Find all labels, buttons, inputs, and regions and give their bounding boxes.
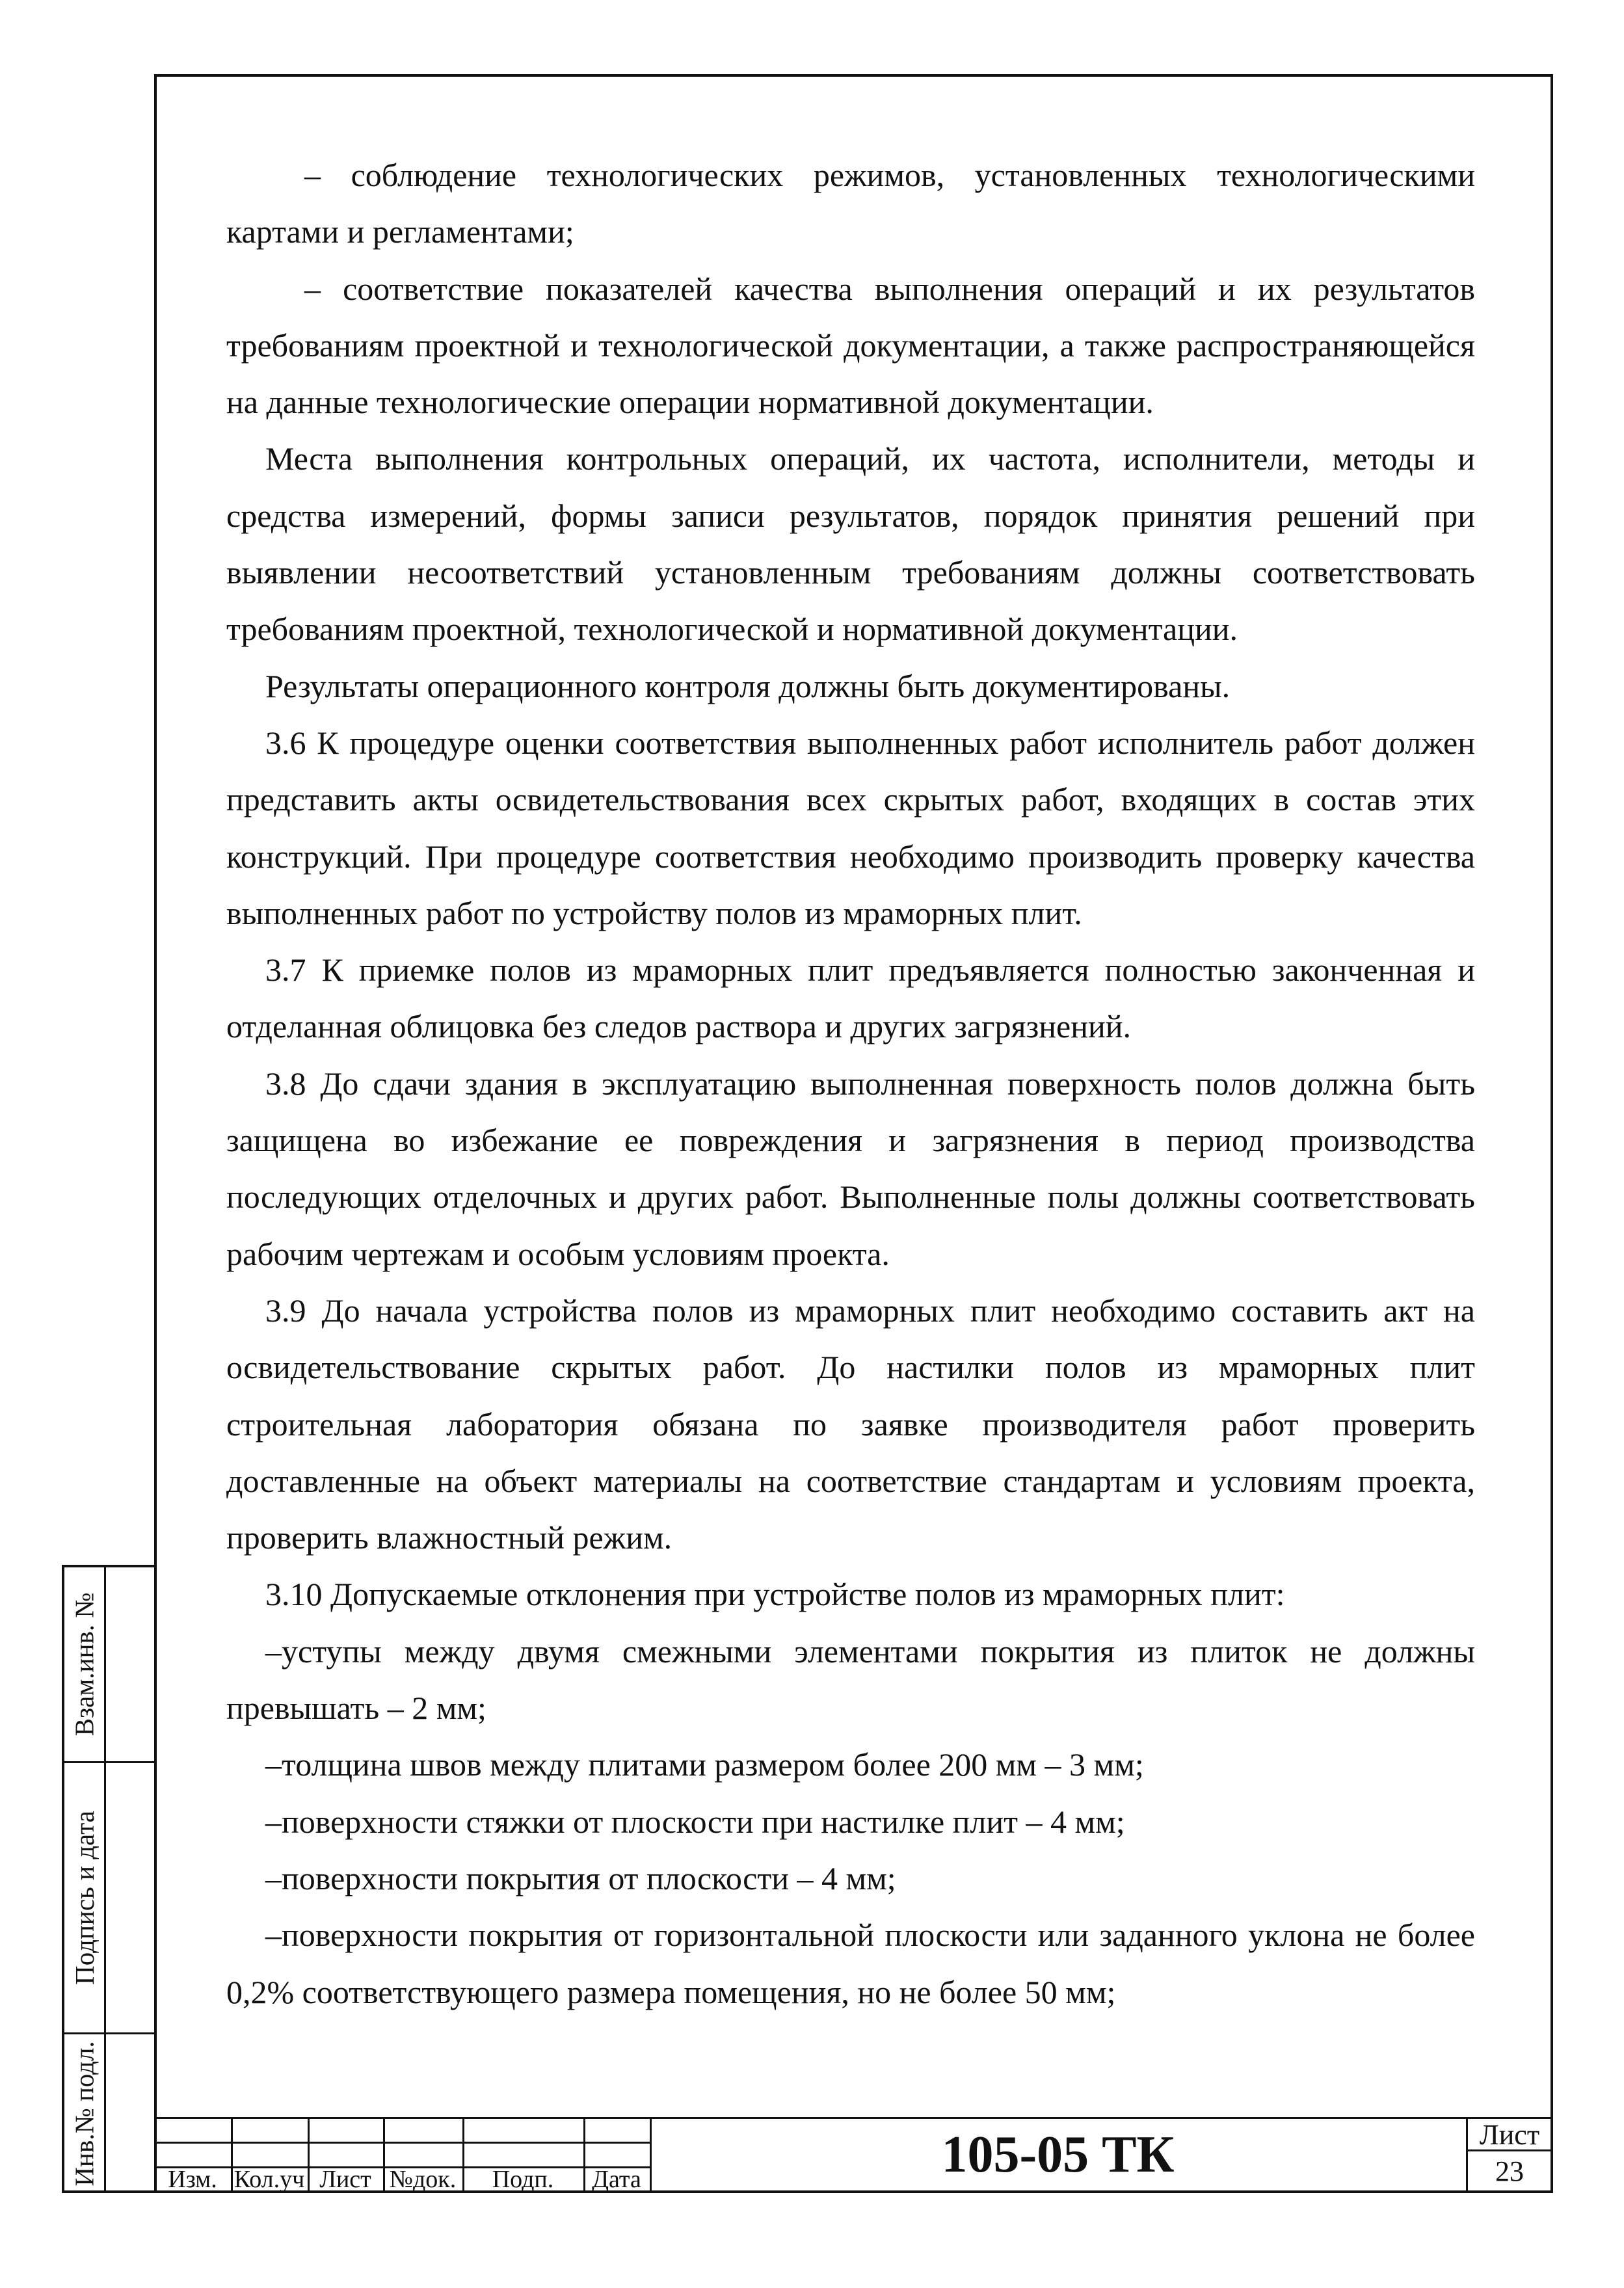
- replaced-inv-label: Взам.инв. №: [69, 1592, 100, 1736]
- document-body: [226, 147, 1475, 2021]
- replaced-inv-cell: [66, 1567, 103, 1761]
- header-date: Дата: [592, 2166, 641, 2193]
- body-paragraph: 3.9 До начала устройства полов из мраморных плит необходимо составить акт на освидетельствование скрытых работ. До настилки полов из мраморных плит строительная лаборатория обязана по заявке производителя работ проверить доставленные на объект материалы на соответствие стандартам и условиям проекта, проверить влажностный режим.: [226, 1292, 1475, 1556]
- header-sheet: Лист: [319, 2166, 371, 2193]
- list-item: –поверхности покрытия от горизонтальной плоскости или заданного уклона не более 0,2% соответствующего размера помещения, но не более 50 мм;: [226, 1917, 1475, 2010]
- body-paragraph: 3.7 К приемке полов из мраморных плит предъявляется полностью законченная и отделанная облицовка без следов раствора и других загрязнений.: [226, 951, 1475, 1045]
- body-paragraph: 3.10 Допускаемые отклонения при устройстве полов из мраморных плит:: [265, 1576, 1285, 1613]
- header-signature: Подп.: [492, 2166, 554, 2193]
- header-doc-number: №док.: [389, 2166, 457, 2193]
- body-paragraph: Места выполнения контрольных операций, их частота, исполнители, методы и средства измерений, формы записи результатов, порядок принятия решений при выявлении несоответствий установленным требованиям должны соответствовать требованиям проектной, технологической и нормативной документации.: [226, 440, 1475, 648]
- body-paragraph: 3.8 До сдачи здания в эксплуатацию выполненная поверхность полов должна быть защищена во избежание ее повреждения и загрязнения в период производства последующих отделочных и других работ. Выполненные полы должны соответствовать рабочим чертежам и особым условиям проекта.: [226, 1065, 1475, 1272]
- list-item: –поверхности покрытия от плоскости – 4 мм;: [265, 1859, 896, 1896]
- body-paragraph: 3.6 К процедуре оценки соответствия выполненных работ исполнитель работ должен представить акты освидетельствования всех скрытых работ, входящих в состав этих конструкций. При процедуре соответствия необходимо производить проверку качества выполненных работ по устройству полов из мраморных плит.: [226, 724, 1475, 931]
- document-code: 105-05 ТК: [941, 2126, 1175, 2183]
- body-paragraph: – соответствие показателей качества выполнения операций и их результатов требованиям проектной и технологической документации, а также распространяющейся на данные технологические операции нормативной документации.: [226, 270, 1475, 421]
- header-change: Изм.: [168, 2166, 217, 2193]
- signature-date-label: Подпись и дата: [69, 1810, 100, 1985]
- side-stamp: [62, 1565, 154, 2193]
- list-item: –толщина швов между плитами размером более 200 мм – 3 мм;: [265, 1746, 1144, 1783]
- list-item: –уступы между двумя смежными элементами покрытия из плиток не должны превышать – 2 мм;: [226, 1632, 1475, 1727]
- body-paragraph: – соблюдение технологических режимов, установленных технологическими картами и регламентами;: [226, 157, 1475, 250]
- body-paragraph: Результаты операционного контроля должны быть документированы.: [265, 667, 1231, 704]
- signature-date-cell: [66, 1763, 103, 2032]
- header-count: Кол.уч: [233, 2166, 305, 2193]
- sheet-label: Лист: [1479, 2119, 1540, 2151]
- list-item: –поверхности стяжки от плоскости при настилке плит – 4 мм;: [265, 1803, 1125, 1840]
- orig-inv-cell: [66, 2034, 103, 2193]
- orig-inv-label: Инв.№ подл.: [69, 2040, 100, 2187]
- sheet-number: 23: [1495, 2155, 1524, 2187]
- title-block: [154, 2117, 1553, 2193]
